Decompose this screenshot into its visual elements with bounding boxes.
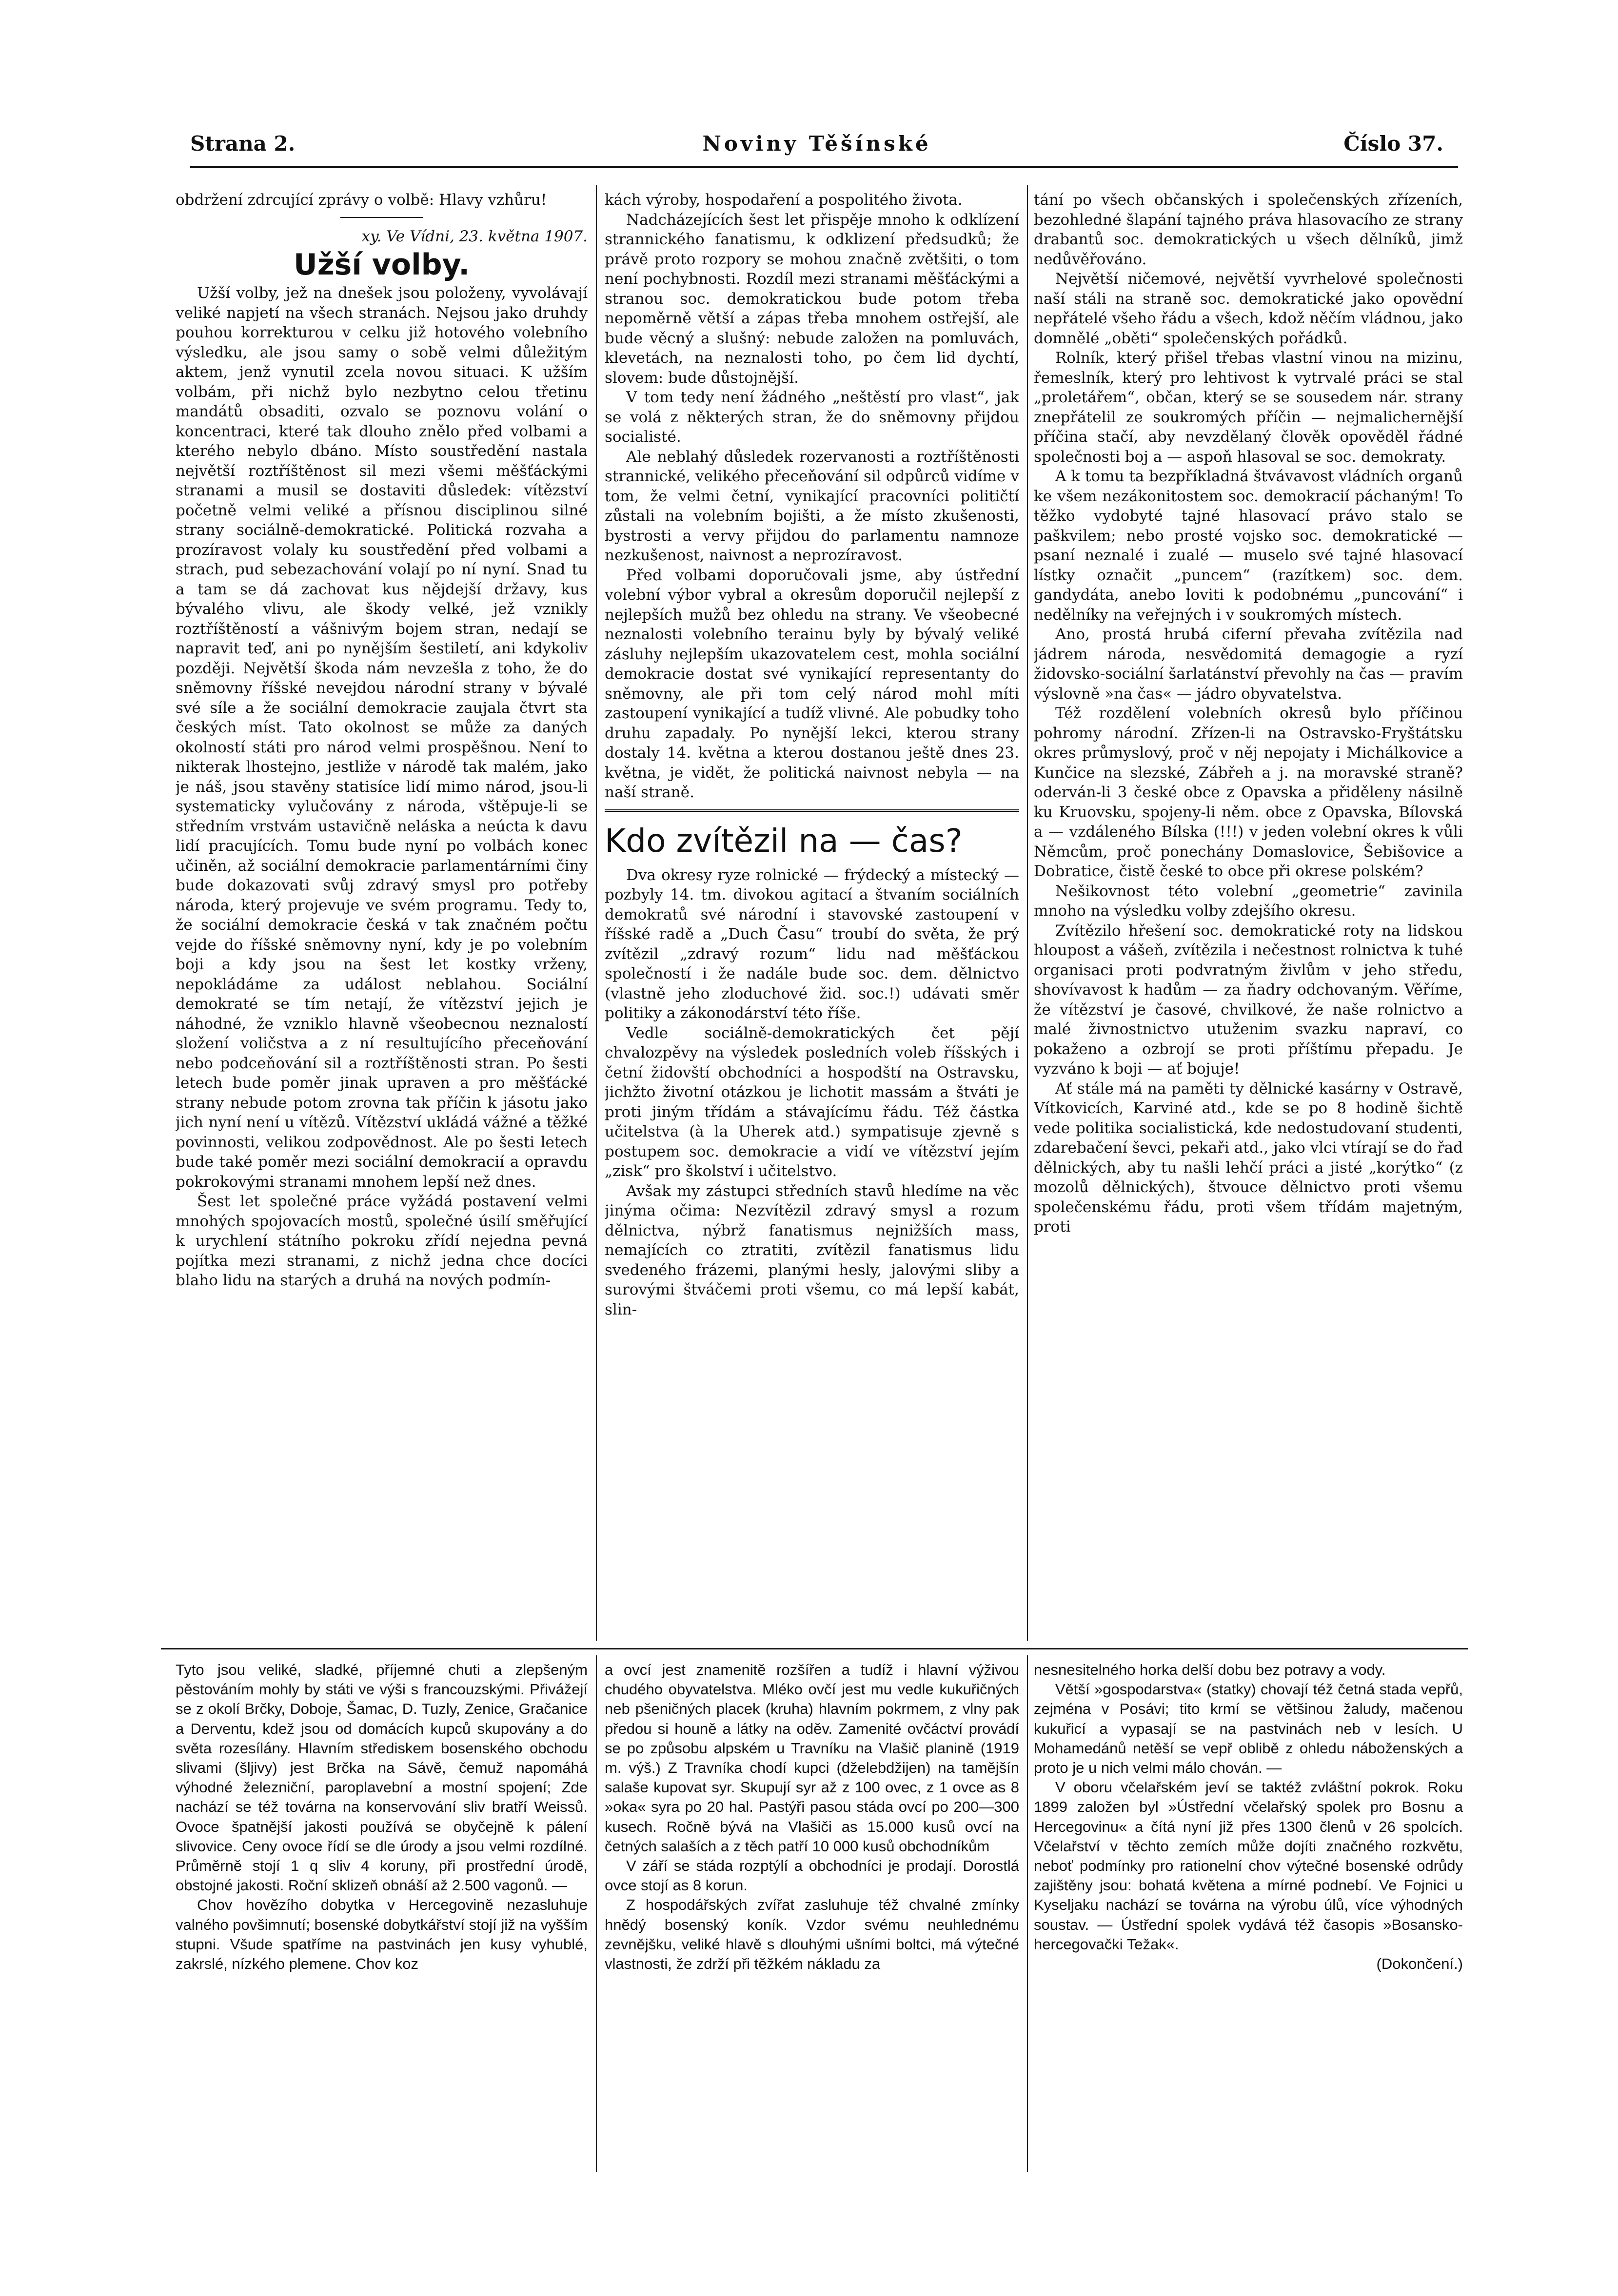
article-title: Užší volby.	[293, 248, 470, 282]
column-divider	[1027, 1655, 1028, 2172]
feuilleton-column-3	[1034, 1660, 1463, 2177]
paragraph: Chov hovězího dobytka v Hercegovině nezasluhuje valného povšimnutí; bosenské dobytkářství stojí již na vyšším stupni. Všude spatříme na pastvinách jen kusy vyhublé, zakrslé, nízkého plemene. Chov koz	[176, 1896, 588, 1973]
paragraph: V oboru včelařském jeví se taktéž zvláštní pokrok. Roku 1899 založen byl »Ústřední včelařský spolek pro Bosnu a Hercegovinu« a čítá nyní již přes 1300 členů v 26 spolcích. Včelařství v těchto zemích může dojíti značného rozkvětu, neboť podmínky pro rationelní chov výtečné bosenské odrůdy zajištěny jsou: bohatá květena a mírné podnebí. Ve Fojnici u Kyseljaku nachází se továrna na výrobu úlů, více výhodných soustav. — Ústřední spolek vydává též časopis »Bosansko-hercegovački Težak«.	[1034, 1779, 1463, 1953]
paragraph: Zvítězilo hřešení soc. demokratické roty na lidskou hloupost a vášeň, zvítězila i nečestnost rolnictva k tuhé organisaci proti podvratným živlům v jeho středu, shovívavost k hadům — za ňadry odchovaným. Věříme, že vítězství je časové, chvilkové, že naše rolnictvo a malé živnostnictvo utuženim svazku napraví, co pokaženo a ozbrojí se proti příštímu přepadu. Je vyzváno k boji — ať bojuje!	[1034, 922, 1463, 1078]
paragraph: kách výroby, hospodaření a pospolitého života.	[605, 191, 963, 209]
column-divider	[596, 185, 597, 1641]
paragraph: Ať stále má na paměti ty dělnické kasárny v Ostravě, Vítkovicích, Karviné atd., kde se po 8 hodině šichtě vede politika socialistická, kde nedostudovaní studenti, zdarebačení ševci, pekaři atd., jako vlci vtírají se do řad dělnických, aby tu našli lehčí práci a jisté „korýtko“ (z mozolů dělnických), štvouce dělnictvo proti všemu společenskému řádu, proti všem třídám majetným, proti	[1034, 1079, 1463, 1236]
column-3	[1034, 190, 1463, 1636]
header-rule	[190, 166, 1458, 171]
paragraph: Šest let společné práce vyžádá postavení velmi mnohých spojovacích mostů, společné úsilí směřující k urychlení státního pokroku zřídí nejedna pevná pojítka mezi stranami, z nichž jedna chce docíci blaho lidu na starých a druhá na nových podmín-	[176, 1193, 588, 1289]
feuilleton-rule	[161, 1648, 1468, 1649]
paragraph: Před volbami doporučovali jsme, aby ústřední volební výbor vybral a okresům doporučil nejlepší z nejlepších mužů bez ohledu na strany. Ve všeobecné neznalosti volebního terainu byly by bývalý veliké zásluhy nejlepším ukazovatelem cest, mohla sociální demokracie dostat své vynikající representanty do sněmovny, ale při tom celý národ mohl míti zastoupení vynikající a tudíž vlivné. Ale pobudky toho druhu zapadaly. Po nynější lekci, kterou strany dostaly 14. května a kterou dostanou ještě dnes 23. května, je vidět, že politická naivnost nebyla — na naší straně.	[605, 566, 1019, 801]
paragraph: nesnesitelného horka delší dobu bez potravy a vody.	[1034, 1661, 1386, 1678]
paragraph: V tom tedy není žádného „neštěstí pro vlast“, jak se volá z některých stran, že do sněmovny přijdou socialisté.	[605, 389, 1019, 446]
paragraph: Užší volby, jež na dnešek jsou položeny, vyvolávají veliké napjetí na všech stranách. Nejsou jako druhdy pouhou korrekturou v celku již hotového volebního výsledku, ale jsou samy o sobě velmi důležitým aktem, jenž vynutil zcela novou situaci. K užším volbám, při nichž bylo nezbytno celou třetinu mandátů obsaditi, ozvalo se poznovu volání o koncentraci, které tak dlouho znělo před volbami a kterého nebylo dbáno. Místo soustředění nastala největší roztříštěnost sil mezi všemi měšťáckými stranami a musil se dostaviti důsledek: vítězství početně velmi veliké a přísnou disciplinou silné strany sociálně-demokratické. Politická rozvaha a prozíravost volaly ku soustředění před volbami a strach, pud sebezachování volají po ní nyní. Snad tu a tam se dá zachovat kus nějdejší državy, kus bývalého vlivu, ale škody velké, jež vznikly roztříštěností a vášnivým bojem stran, nedají se napravit teď, ani po nynějším šestiletí, ani kdykoliv později. Největší škoda nám nevzešla z toho, že do sněmovny říšské nevejdou národní strany v bývalé své síle a že sociální demokracie zaujala čtvrt sta českých míst. Tato okolnost se může za daných okolností státi pro národ velmi prospěšnou. Není to nikterak lhostejno, jestliže v národě tak malém, jako je náš, jsou stavěny statisíce lidí mimo národ, jsou-li systematicky vylučovány z národa, vštěpuje-li se středním vrstvám ustavičně neláska a neúcta k davu lidí pracujících. Tomu bude nyní po volbách konec učiněn, až sociální demokracie parlamentárními činy bude dokazovati svůj zdravý smysl pro potřeby národa, který projevuje ve svém programu. Tedy to, že sociální demokracie česká v tak značném počtu vejde do říšské sněmovny nyní, kdy je po volebním boji a kdy jsou na šest let kostky vrženy, nepokládáme za událost neblahou. Sociální demokraté se tím netají, že vítězství jejich je náhodné, že vzniklo hlavně všeobecnou neznalostí složení voličstva a z ní resultujícího přeceňování nebo podceňování sil a roztříštěnosti stran. Po šesti letech bude poměr jinak upraven a pro měšťácké strany nebude potom zrovna tak příčin k jásotu jako jich nyní není u vítězů. Vítězství ukládá vážné a těžké povinnosti, velikou zodpovědnost. Ale po šesti letech bude také poměr mezi sociální demokracií a opravdu pokrokovými stranami mnohem lepší než dnes.	[176, 284, 588, 1191]
column-2	[605, 190, 1019, 1636]
paragraph: Rolník, který přišel třebas vlastní vinou na mizinu, řemeslník, který pro lehtivost k vytrvalé práci se stal „proletářem“, občan, který se se sousedem nár. strany znepřátelil ze soukromých příčin — nejmalichernější příčina stačí, aby nevzdělaný člověk opověděl řádné společnosti boj a — aspoň hlasoval se soc. demokraty.	[1034, 349, 1463, 466]
column-1	[176, 190, 588, 1636]
dateline: xy. Ve Vídni, 23. května 1907.	[361, 227, 588, 245]
page-number: Strana 2.	[190, 132, 296, 156]
paragraph: Ale neblahý důsledek rozervanosti a roztříštěnosti strannické, velikého přeceňování sil odpůrců vidíme v tom, že velmi četní, vynikající pracovníci političtí zůstali na volebním bojišti, a že místo zkušenosti, bystrosti a vervy přijdou do parlamentu namnoze nezkušenost, naivnost a neprozíravost.	[605, 448, 1019, 564]
paragraph: a ovcí jest znamenitě rozšířen a tudíž i hlavní výživou chudého obyvatelstva. Mléko ovčí jest mu vedle kukuřičných neb pšeničných placek (kruha) hlavním pokrmem, z vlny pak předou si houně a látky na oděv. Zamenité ovčáctví provádí se po způsobu alpském u Travníku na Vlašič planině (1919 m. výš.) Z Travníka chodí kupci (dželebdžijen) na tamějšín salaše kupovat syr. Skupují syr až z 100 ovec, z 1 ovce as 8 »oka« syra po 20 hal. Pastýři pasou stáda ovcí po 200—300 kusech. Ročně bývá na Vlašiči as 15.000 kusů ovcí na četných salaších a z těch patří 10 000 kusů obchodníkům	[605, 1661, 1019, 1855]
paragraph: Z hospodářských zvířat zasluhuje též chvalné zmínky hnědý bosenský koník. Vzdor svému neuhlednému zevnějšku, veliké hlavě s dlouhými ušními boltci, má výtečné vlastnosti, že zdrží při těžkém nákladu za	[605, 1896, 1019, 1973]
paragraph: obdržení zdrcující zprávy o volbě: Hlavy vzhůru!	[176, 191, 547, 209]
column-divider	[596, 1655, 597, 2172]
paragraph: A k tomu ta bezpříkladná štvávavost vládních organů ke všem nezákonitostem soc. demokracií páchaným! To těžko vydobyté tajné hlasovací právo stalo se paškvilem; nebo prosté vojsko soc. demokratické — psaní neznalé i zualé — muselo své tajné hlasovací lístky označit „puncem“ (razítkem) soc. dem. gandydáta, anebo loviti k podobnému „puncování“ i nedělníky na veřejných i v soukromých místech.	[1034, 468, 1463, 624]
article-title: Kdo zvítězil na — čas?	[605, 809, 1019, 865]
paragraph: Největší ničemové, největší vyvrhelové společnosti naší stáli na straně soc. demokratické jako opovědní nepřátelé všeho řádu a všech, kdož něčím vládnou, jako domnělé „oběti“ společenských pořádků.	[1034, 270, 1463, 347]
masthead-title: Noviny Těšínské	[702, 132, 931, 156]
paragraph: tání po všech občanských i společenských zřízeních, bezohledné šlapání tajného práva hlasovacího ze strany drabantů soc. demokratických u všech dělníků, jimž nedůvěřováno.	[1034, 191, 1463, 268]
paragraph: V září se stáda rozptýlí a obchodníci je prodají. Dorostlá ovce stojí as 8 korun.	[605, 1857, 1019, 1894]
page-header	[190, 132, 1443, 161]
paragraph: Dva okresy ryze rolnické — frýdecký a místecký — pozbyly 14. tm. divokou agitací a štvaním sociálních demokratů své národní i stavovské zastoupení v říšské radě a „Duch Času“ troubí do světa, že prý zvítězil „zdravý rozum“ lidu nad měšťáckou společností i že nadále bude soc. dem. dělnictvo (vlastně jeho zloduchové žid. soc.!) udávati směr politiky a zákonodárství této říše.	[605, 866, 1019, 1022]
paragraph: Tyto jsou veliké, sladké, příjemné chuti a zlepšeným pěstováním mohly by státi ve výši s francouzskými. Přivážejí se z okolí Brčky, Doboje, Šamac, D. Tuzly, Zenice, Gračanice a Derventu, kdež jsou od domácích kupců skupovány a do světa rozesílány. Hlavním střediskem bosenského obchodu slivami (šljivy) jest Brčka na Sávě, čemuž napomáhá výhodné železniční, paroplavební a mostní spojení; Zde nachází se též továrna na konservování sliv bratří Weissů. Ovoce špatnější jakosti používá se obyčejně k pálení slivovice. Ceny ovoce řídí se dle úrody a jsou velmi rozdílné. Průměrně stojí 1 q sliv 4 koruny, při prostřední úrodě, obstojné jakosti. Roční sklizeň obnáší až 2.500 vagonů. —	[176, 1661, 588, 1894]
paragraph: Nešikovnost této volební „geometrie“ zavinila mnoho na výsledku volby zdejšího okresu.	[1034, 882, 1463, 920]
issue-number: Číslo 37.	[1343, 132, 1443, 156]
paragraph: Vedle sociálně-demokratických čet pějí chvalozpěvy na výsledek posledních voleb říšských i četní židovští obchodníci a hospodští na Ostravsku, jichžto životní otázkou je lichotit massám a štváti je proti jiným třídám a stávajícímu řádu. Též částka učitelstva (à la Uherek atd.) sympatisuje zjevně s postupem soc. demokracie a vidí ve vítězství jejím „zisk“ pro školství i učitelstvo.	[605, 1024, 1019, 1180]
separator	[340, 217, 423, 218]
column-divider	[1027, 185, 1028, 1641]
paragraph: Avšak my zástupci středních stavů hledíme na věc jinýma očima: Nezvítězil zdravý smysl a rozum dělnictva, nýbrž fanatismus nejnižších mass, nemajících co ztratiti, zvítězil fanatismus lidu svedeného frázemi, planými hesly, jalovými sliby a surovými štváčemi proti všemu, co má lepší kabát, slin-	[605, 1182, 1019, 1318]
paragraph: Též rozdělení volebních okresů bylo příčinou pohromy národní. Zřízen-li na Ostravsko-Fryštátsku okres průmyslový, proč v něj nepojaty i Michálkovice a Kunčice na slezské, Zábřeh a j. na moravské straně? oderván-li 3 české obce z Opavska a přiděleny násilně ku Kruovsku, spojeny-li něm. obce z Opavska, Bílovská a — vzdáleného Bílska (!!!) v jeden volební okres k vůli Němcům, proč ponechány Domaslovice, Šebišovice a Dobratice, čistě české to obce při okrese polském?	[1034, 705, 1463, 880]
paragraph: Větší »gospodarstva« (statky) chovají též četná stada vepřů, zejména v Posávi; tito krmí se většinou žaludy, mačenou kukuřicí a vypasají se na pastvinách neb v lesích. U Mohamedánů netěší se vepř oblibě z ohledu náboženských a proto je u nich velmi málo chován. —	[1034, 1681, 1463, 1777]
paragraph: Nadcházejících šest let přispěje mnoho k odklízení strannického fanatismu, k odklizení předsudků; že právě proto rozpory se mohou značně zvětšiti, o tom není pochybnosti. Rozdíl mezi stranami měšťáckými a stranou soc. demokratickou bude potom třeba nepoměrně větší a zápas třeba mnohem ostřejší, ale bude věcný a slušný: nebude založen na pomluvách, klevetách, na neznalosti toho, po čem lid dychtí, slovem: bude důstojnější.	[605, 211, 1019, 387]
feuilleton-column-2	[605, 1660, 1019, 2177]
to-be-continued: (Dokončení.)	[1376, 1955, 1463, 1973]
paragraph: Ano, prostá hrubá ciferní převaha zvítězila nad jádrem národa, nesvědomitá demagogie a ryzí židovsko-sociální šarlatánství převohly na čas — pravím výslovně »na čas« — jádro obyvatelstva.	[1034, 626, 1463, 703]
feuilleton-column-1	[176, 1660, 588, 2177]
